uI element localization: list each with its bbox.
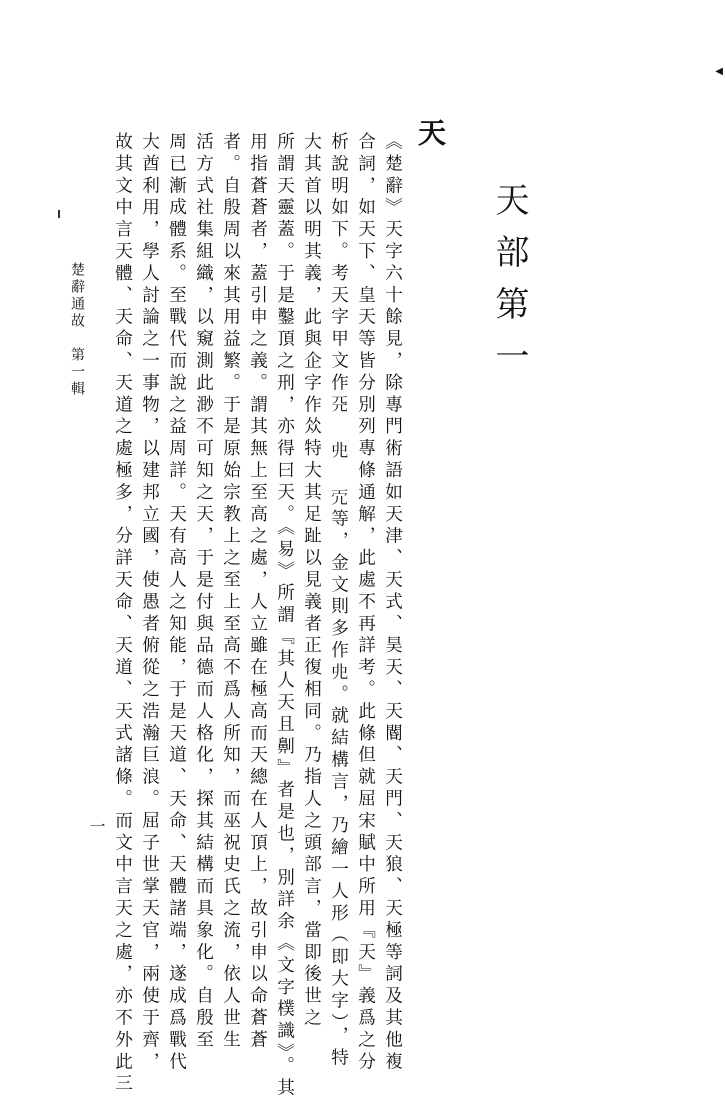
body-column: 《楚辭》天字六十餘見，除專門術語如天津、天式、昊天、天閽、天門、天狼、天極等詞及其他複 bbox=[382, 132, 403, 1074]
body-column: 者。自殷周以來其用益繁。于是原始宗教上之至上至高不爲人所知，而巫祝史氏之流，依人世生 bbox=[220, 132, 241, 1052]
running-head: 楚辭通故 第一輯 bbox=[69, 262, 85, 398]
body-column: 活方式社集組織，以窺測此渺不可知之天，于是付與品德而人格化，探其結構而具象化。自殷至 bbox=[193, 132, 214, 1052]
scan-mark bbox=[58, 210, 60, 218]
body-column: 故其文中言天體、天命、天道之處極多，分詳天命、天道、天式諸條。而文中言天之處，亦不外此三 bbox=[112, 132, 133, 1096]
body-column: 周已漸成體系。至戰代而說之益周詳。天有高人之知能，于是天道、天命、天體諸端，遂成爲戰代 bbox=[166, 132, 187, 1074]
page-number: 一 bbox=[87, 818, 106, 834]
arrow-left-icon: ◀ bbox=[715, 66, 723, 77]
body-column: 析說明如下。考天字甲文作𠀘 𠑹 𠑺等，金文則多作𠑹。就結構言，乃繪一人形（即大字），特 bbox=[328, 132, 349, 1070]
body-column: 大酋利用，學人討論之一事物，以建邦立國，使愚者俯從之浩瀚巨浪。屈子世掌天官，兩使于齊， bbox=[139, 132, 160, 1074]
body-column: 所謂天靈蓋。于是鑿頂之刑，亦得曰天。《易》所謂『其人天且劓』者是也，別詳余《文字樸識》。其 bbox=[274, 132, 295, 1100]
part-title: 天部第一 bbox=[489, 182, 529, 390]
section-heading: 天 bbox=[414, 118, 447, 146]
body-column: 用指蒼蒼者，蓋引申之義。謂其無上至高之處，人立雖在極高而天總在人頂上，故引申以命蒼蒼 bbox=[247, 132, 268, 1052]
body-column: 合詞，如天下、皇天等皆分別列專條通解，此處不再詳考。此條但就屈宋賦中所用『天』義爲之分 bbox=[355, 132, 376, 1074]
body-column: 大其首以明其義，此與企字作𠈌特大其足趾以見義者正復相同。乃指人之頭部言，當即後世之 bbox=[301, 132, 322, 1030]
